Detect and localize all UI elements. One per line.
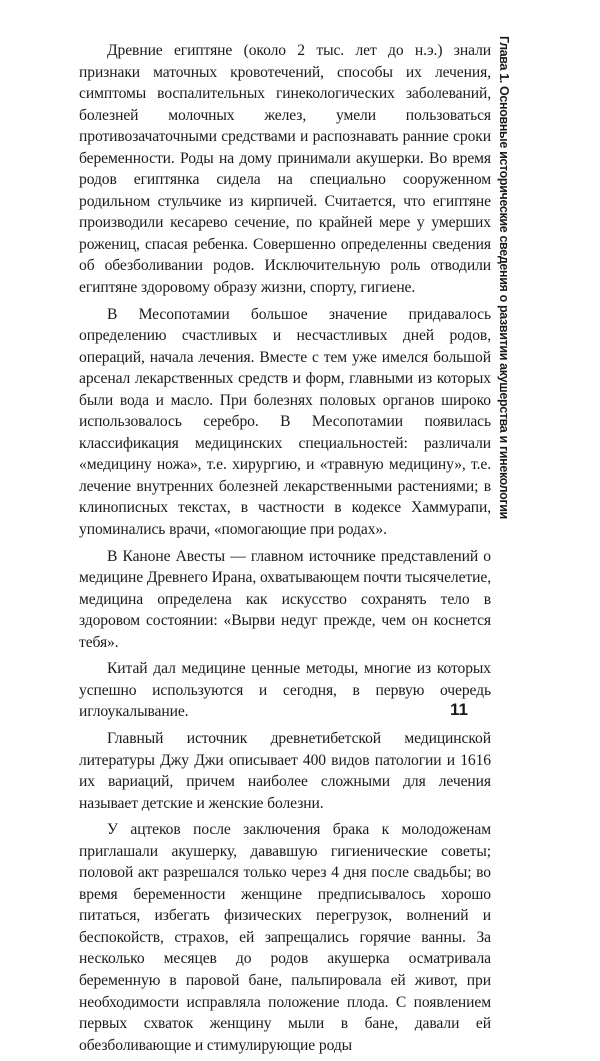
paragraph-egypt: Древние египтяне (около 2 тыс. лет до н.э.) знали признаки маточных кровотечений, способы их лечения, симптомы воспалительных гинекологических заболеваний, болезней молочных желез, умели пользоваться противозачаточными средствами и распознавать ранние сроки беременности. Роды на дому принимали акушерки. Во время родов египтянка сидела на специально сооруженном родильном стульчике из кирпичей. Считается, что египтяне производили кесарево сечение, по крайней мере у умерших рожениц, спасая ребенка. Совершенно определенны сведения об обезболивании родов. Исключительную роль отводили египтяне здоровому образу жизни, спорту, гигиене. (79, 42, 491, 297)
paragraph-mesopotamia: В Месопотамии большое значение придавалось определению счастливых и несчастливых дней родов, операций, начала лечения. Вместе с тем уже имелся большой арсенал лекарственных средств и форм, главными из которых были вода и масло. При болезнях половых органов широко использовалось серебро. В Месопотамии появилась классификация медицинских специальностей: различали «медицину ножа», т.е. хирургию, и «травную медицину», т.е. лечение внутренних болезней лекарственными растениями; в клинописных текстах, в частности в кодексе Хаммурапи, упоминались врачи, «помогающие при родах». (79, 305, 491, 539)
body-text (79, 40, 491, 1061)
paragraph-china: Китай дал медицине ценные методы, многие из которых успешно используются и сегодня, в первую очередь иглоукалывание. (79, 660, 491, 721)
page-number: 11 (450, 700, 468, 719)
running-header-text: Глава 1. Основные исторические сведения о развитии акушерства и гинекологии (497, 36, 511, 519)
running-header (496, 36, 512, 636)
paragraph-avesta: В Каноне Авесты — главном источнике представлений о медицине Древнего Ирана, охватывающем почти тысячелетие, медицина определена как искусство сохранять тело в здоровом состоянии: «Вырви недуг прежде, чем он коснется тебя». (79, 547, 491, 651)
paragraph-tibet: Главный источник древнетибетской медицинской литературы Джу Джи описывает 400 видов патологии и 1616 их вариаций, причем наиболее сложными для лечения называет детские и женские болезни. (79, 729, 491, 812)
paragraph-aztecs: У ацтеков после заключения брака к молодоженам приглашали акушерку, дававшую гигиенические советы; половой акт разрешался только через 4 дня после свадьбы; во время беременности женщине предписывалось хорошо питаться, избегать физических перегрузок, волнений и беспокойств, страхов, ей запрещались горячие ванны. За несколько месяцев до родов акушерка осматривала беременную в паровой бане, пальпировала ей живот, при необходимости исправляла положение плода. С появлением первых схваток женщину мыли в бане, давали ей обезболивающие и стимулирующие роды (79, 821, 491, 1054)
